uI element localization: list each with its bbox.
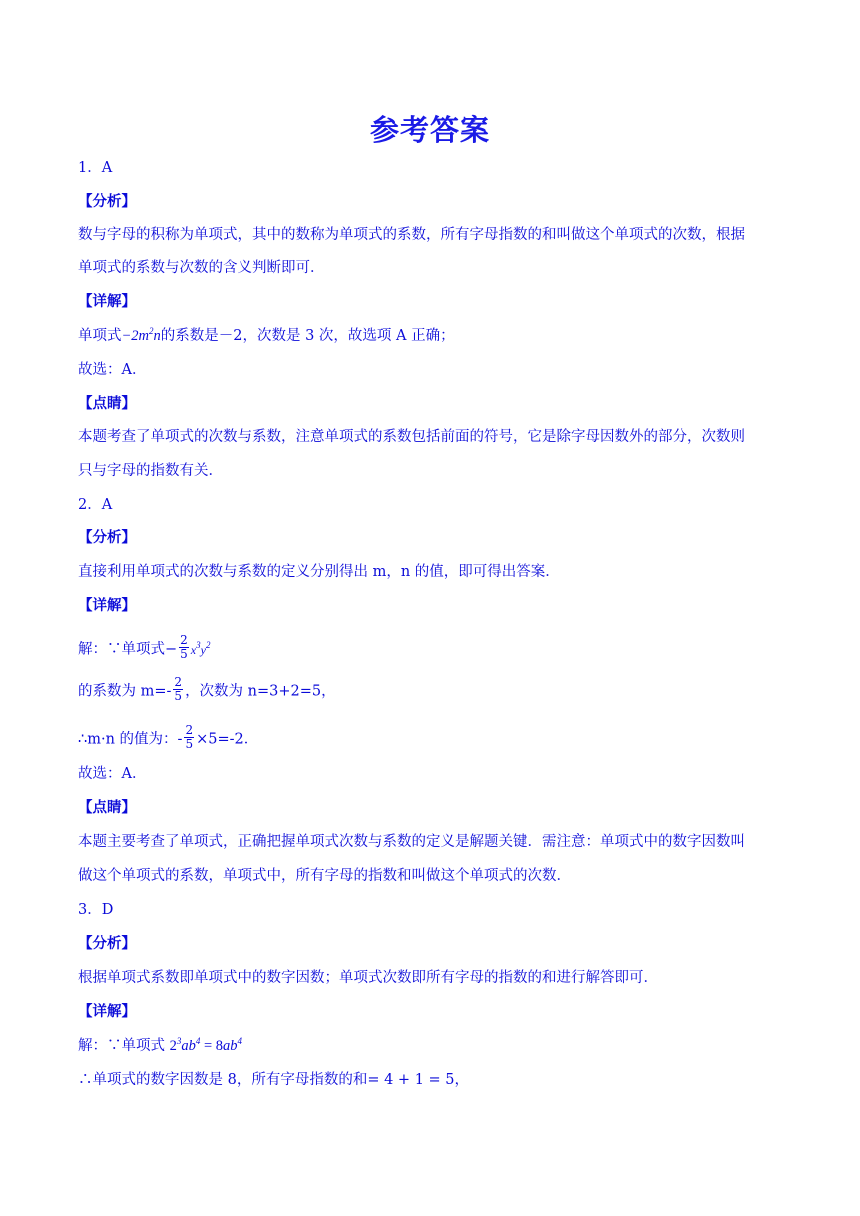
fraction-denominator: 5 [185,737,194,751]
q1-detail-heading: 【详解】 [78,293,136,310]
q3-sum-expression: = 4 + 1 = 5 [367,1072,455,1088]
q1-analysis-heading: 【分析】 [78,193,136,210]
fraction-denominator: 5 [180,647,188,661]
q2-fraction-1 [179,634,189,661]
q2-choice: 故选：A． [78,766,147,782]
q1-comment-heading: 【点睛】 [78,395,136,412]
q1-analysis-line-1: 数与字母的积称为单项式，其中的数称为单项式的系数，所有字母指数的和叫做这个单项式的次数，根据 [78,227,745,243]
q2-detail-1-prefix: 解：∵单项式− [78,641,178,658]
q2-fraction-2 [173,676,183,703]
q3-detail-line-2 [78,1070,469,1090]
q2-comment-line-2: 做这个单项式的系数，单项式中，所有字母的指数和叫做这个单项式的次数． [78,868,571,884]
q2-detail-3-suffix: ×5=-2． [196,731,259,748]
q2-detail-2-prefix: 的系数为 m=- [78,683,172,700]
q1-label: 1．A [78,160,113,176]
q3-detail-2-suffix: ， [454,1072,470,1088]
q3-detail-2-prefix: ∴单项式的数字因数是 8，所有字母指数的和 [78,1072,368,1088]
fraction-numerator: 2 [180,633,188,647]
q2-detail-3-prefix: ∴m·n 的值为：- [78,731,183,748]
q1-comment-line-1: 本题考查了单项式的次数与系数，注意单项式的系数包括前面的符号，它是除字母因数外的部分，次数则 [78,429,745,445]
q2-comment-heading: 【点睛】 [78,799,136,816]
q1-detail-line [78,326,455,346]
q1-monomial-expression: $-2m^2n$ [121,326,161,344]
q3-detail-line-1 [78,1036,242,1056]
q3-analysis-line-1: 根据单项式系数即单项式中的数字因数；单项式次数即所有字母的指数的和进行解答即可． [78,970,658,986]
q3-detail-heading: 【详解】 [78,1003,136,1020]
q1-analysis-line-2: 单项式的系数与次数的含义判断即可． [78,260,325,276]
q2-analysis-heading: 【分析】 [78,529,136,546]
q2-fraction-3 [184,724,194,751]
q1-detail-suffix: 的系数是－2，次数是 3 次，故选项 A 正确； [160,328,455,344]
fraction-denominator: 5 [174,689,183,703]
fraction-numerator: 2 [185,723,194,737]
q2-label: 2．A [78,497,113,513]
q2-detail-line-1 [78,633,211,663]
q1-comment-line-2: 只与字母的指数有关． [78,463,223,479]
fraction-numerator: 2 [174,675,183,689]
q2-monomial-vars: $x^3y^2$ [190,639,211,657]
q2-detail-line-3 [78,723,259,753]
q2-analysis-line-1: 直接利用单项式的次数与系数的定义分别得出 m，n 的值，即可得出答案． [78,564,560,580]
q2-detail-line-2 [78,675,336,705]
q1-detail-prefix: 单项式 [78,328,122,344]
q3-label: 3．D [78,902,114,918]
q3-analysis-heading: 【分析】 [78,935,136,952]
q3-monomial-expression: $2^3ab^4 = 8ab^4$ [169,1036,243,1054]
q3-detail-1-prefix: 解：∵单项式 [78,1038,170,1054]
q2-detail-2-suffix: ，次数为 n=3+2=5， [185,683,336,700]
page-title: 参考答案 [369,113,490,147]
q2-comment-line-1: 本题主要考查了单项式，正确把握单项式次数与系数的定义是解题关键．需注意：单项式中的数字因数叫 [78,834,745,850]
q2-detail-heading: 【详解】 [78,597,136,614]
q1-choice: 故选：A． [78,362,147,378]
